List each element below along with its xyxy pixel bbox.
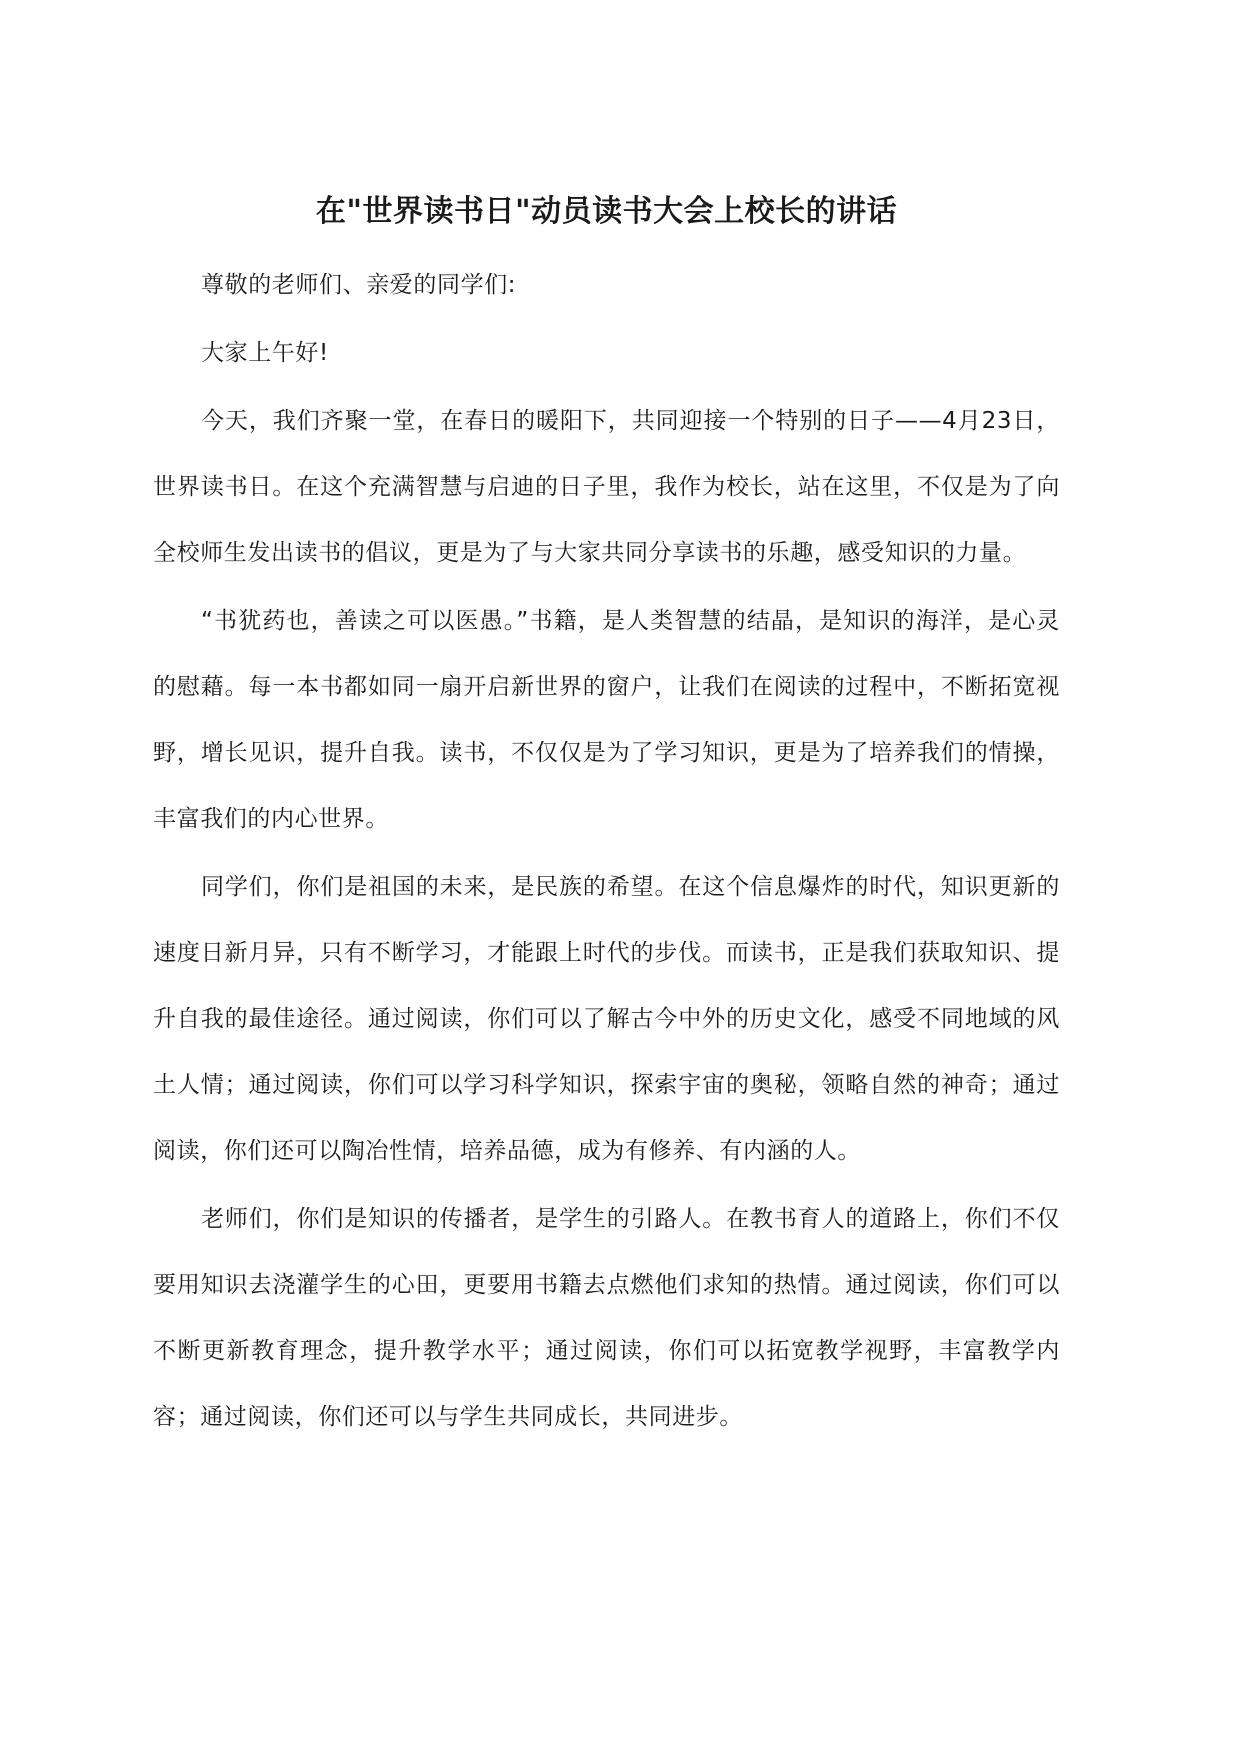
document-title: 在"世界读书日"动员读书大会上校长的讲话	[315, 194, 898, 229]
paragraph-salutation: 尊敬的老师们、亲爱的同学们:	[201, 272, 517, 298]
paragraph-intro: 今天，我们齐聚一堂，在春日的暖阳下，共同迎接一个特别的日子——4月23日，世界读书日。在这个充满智慧与启迪的日子里，我作为校长，站在这里，不仅是为了向全校师生发出读书的倡议，更是为了与大家共同分享读书的乐趣，感受知识的力量。	[153, 408, 1060, 566]
paragraph-greeting: 大家上午好!	[201, 340, 329, 366]
paragraph-students: 同学们，你们是祖国的未来，是民族的希望。在这个信息爆炸的时代，知识更新的速度日新月异，只有不断学习，才能跟上时代的步伐。而读书，正是我们获取知识、提升自我的最佳途径。通过阅读，你们可以了解古今中外的历史文化，感受不同地域的风土人情；通过阅读，你们可以学习科学知识，探索宇宙的奥秘，领略自然的神奇；通过阅读，你们还可以陶冶性情，培养品德，成为有修养、有内涵的人。	[153, 874, 1060, 1164]
document-page	[153, 188, 1060, 1452]
paragraph-quote: “书犹药也，善读之可以医愚。”书籍，是人类智慧的结晶，是知识的海洋，是心灵的慰藉。每一本书都如同一扇开启新世界的窗户，让我们在阅读的过程中，不断拓宽视野，增长见识，提升自我。读书，不仅仅是为了学习知识，更是为了培养我们的情操，丰富我们的内心世界。	[153, 608, 1060, 832]
paragraph-teachers: 老师们，你们是知识的传播者，是学生的引路人。在教书育人的道路上，你们不仅要用知识去浇灌学生的心田，更要用书籍去点燃他们求知的热情。通过阅读，你们可以不断更新教育理念，提升教学水平；通过阅读，你们可以拓宽教学视野，丰富教学内容；通过阅读，你们还可以与学生共同成长，共同进步。	[153, 1206, 1060, 1430]
